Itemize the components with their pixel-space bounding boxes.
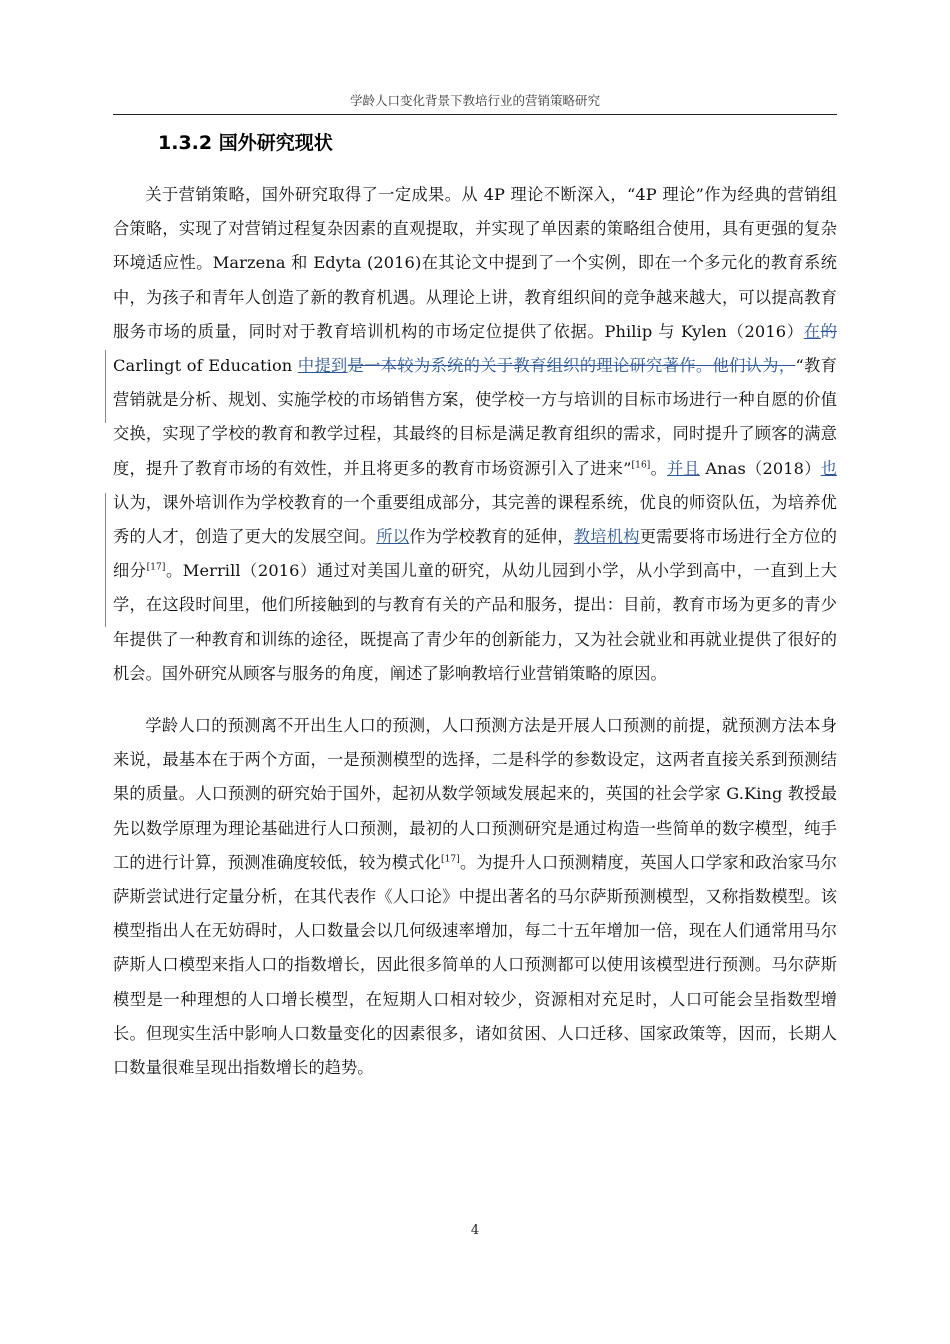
text-run: 认为，课外培训作为学校教育的一个重要组成部分，其完善的课程系统，优良的师资队伍，为培养优秀的人才，创造了更大的发展空间。: [113, 492, 837, 547]
revision-change-bar: [105, 493, 106, 627]
text-run: “教育营销就是分析、规划、实施学校的市场销售方案，使学校一方与培训的目标市场进行一种自愿的价值交换，实现了学校的教育和教学过程，其最终的目标是满足教育组织的需求，同时提升了顾客的满意度，提升了教育市场的有效性，并且将更多的教育市场资源引入了进来”: [113, 356, 837, 478]
citation-ref: [16]: [631, 460, 651, 471]
body-text: [113, 178, 837, 1085]
tracked-deletion[interactable]: 的: [820, 321, 837, 341]
tracked-insertion[interactable]: 也: [820, 458, 838, 478]
revision-change-bar: [105, 350, 106, 423]
text-run: 关于营销策略，国外研究取得了一定成果。从 4P 理论不断深入，“4P 理论”作为经典的营销组合策略，实现了对营销过程复杂因素的直观提取，并实现了单因素的策略组合使用，具有更强的复杂环境适应性。Marzena 和 Edyta (2016)在其论文中提到了一个实例，即在一个多元化的教育系统中，为孩子和青年人创造了新的教育机遇。从理论上讲，教育组织间的竞争越来越大，可以提高教育服务市场的质量，同时对于教育培训机构的市场定位提供了依据。Philip 与 Kylen（2016）: [113, 185, 837, 341]
tracked-insertion[interactable]: 所以: [376, 527, 410, 547]
tracked-insertion[interactable]: 并且: [667, 458, 700, 478]
page-number: 4: [470, 1223, 480, 1238]
text-run: Carlingt of Education: [113, 356, 298, 376]
tracked-insertion[interactable]: 教培机构: [573, 527, 640, 547]
tracked-insertion[interactable]: 在: [803, 321, 821, 341]
citation-ref: [17]: [146, 562, 166, 573]
text-run: 。Merrill（2016）通过对美国儿童的研究，从幼儿园到小学，从小学到高中，一直到上大学，在这段时间里，他们所接触到的与教育有关的产品和服务，提出：目前，教育市场为更多的青少年提供了一种教育和训练的途径，既提高了青少年的创新能力，又为社会就业和再就业提供了很好的机会。国外研究从顾客与服务的角度，阐述了影响教培行业营销策略的原因。: [113, 561, 837, 683]
tracked-insertion[interactable]: 中提到: [297, 356, 348, 376]
text-run: 学龄人口的预测离不开出生人口的预测，人口预测方法是开展人口预测的前提，就预测方法本身来说，最基本在于两个方面，一是预测模型的选择，二是科学的参数设定，这两者直接关系到预测结果的质量。人口预测的研究始于国外，起初从数学领域发展起来的，英国的社会学家 G.King 教授最先以数学原理为理论基础进行人口预测，最初的人口预测研究是通过构造一些简单的数字模型，纯手工的进行计算，预测准确度较低，较为模式化: [113, 716, 837, 872]
tracked-deletion[interactable]: 是一本较为系统的关于教育组织的理论研究著作。他们认为，: [347, 356, 796, 376]
section-heading: 1.3.2 国外研究现状: [158, 132, 333, 154]
text-run: Anas（2018）: [699, 458, 821, 478]
citation-ref: [17]: [440, 854, 460, 865]
running-header: 学龄人口变化背景下教培行业的营销策略研究: [113, 91, 837, 115]
paragraph-population-forecast: [113, 709, 837, 1085]
text-run: 更需要将市场进行全方位的细分: [113, 527, 838, 581]
text-run: 作为学校教育的延伸，: [409, 527, 574, 547]
text-run: 。: [650, 458, 668, 478]
paragraph-marketing-research: [113, 178, 837, 691]
text-run: 。为提升人口预测精度，英国人口学家和政治家马尔萨斯尝试进行定量分析，在其代表作《人口论》中提出著名的马尔萨斯预测模型，又称指数模型。该模型指出人在无妨碍时，人口数量会以几何级速率增加，每二十五年增加一倍，现在人们通常用马尔萨斯人口模型来指人口的指数增长，因此很多简单的人口预测都可以使用该模型进行预测。马尔萨斯模型是一种理想的人口增长模型，在短期人口相对较少，资源相对充足时，人口可能会呈指数型增长。但现实生活中影响人口数量变化的因素很多，诸如贫困、人口迁移、国家政策等，因而，长期人口数量很难呈现出指数增长的趋势。: [113, 852, 837, 1078]
